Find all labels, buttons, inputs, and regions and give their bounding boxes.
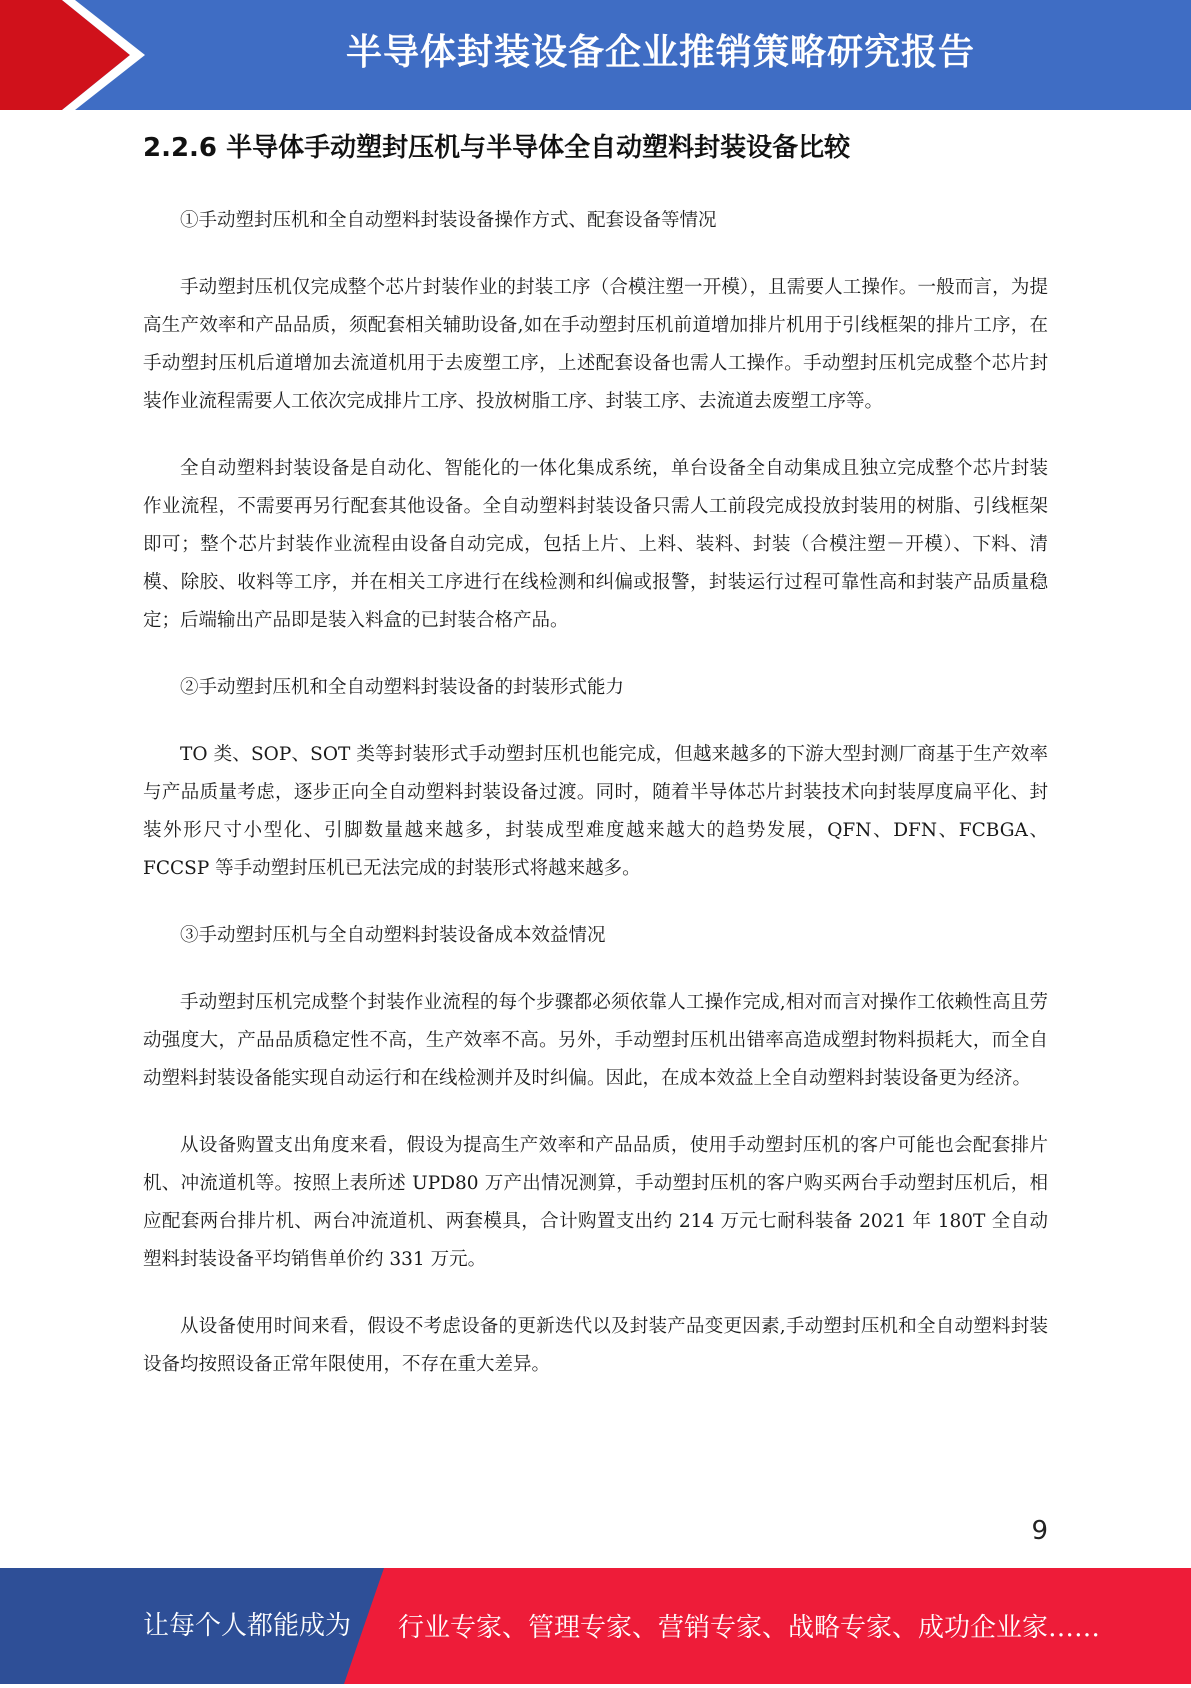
paragraph: 手动塑封压机仅完成整个芯片封装作业的封装工序（合模注塑一开模），且需要人工操作。一般而言，为提高生产效率和产品品质，须配套相关辅助设备,如在手动塑封压机前道增加排片机用于引线框架的排片工序，在手动塑封压机后道增加去流道机用于去废塑工序，上述配套设备也需人工操作。手动塑封压机完成整个芯片封装作业流程需要人工依次完成排片工序、投放树脂工序、封装工序、去流道去废塑工序等。 xyxy=(143,277,1048,412)
page-footer xyxy=(0,1568,1191,1684)
paragraph: 从设备购置支出角度来看，假设为提高生产效率和产品品质，使用手动塑封压机的客户可能也会配套排片机、冲流道机等。按照上表所述 UPD80 万产出情况测算，手动塑封压机的客户购买两台手动塑封压机后，相应配套两台排片机、两台冲流道机、两套模具，合计购置支出约 214 万元七耐科装备 2021 年 180T 全自动塑料封装设备平均销售单价约 331 万元。 xyxy=(143,1135,1048,1270)
paragraph: TO 类、SOP、SOT 类等封装形式手动塑封压机也能完成，但越来越多的下游大型封测厂商基于生产效率与产品质量考虑，逐步正向全自动塑料封装设备过渡。同时，随着半导体芯片封装技术向封装厚度扁平化、封装外形尺寸小型化、引脚数量越来越多，封装成型难度越来越大的趋势发展，QFN、DFN、FCBGA、FCCSP 等手动塑封压机已无法完成的封装形式将越来越多。 xyxy=(143,744,1048,879)
page-header xyxy=(0,0,1191,110)
footer-slogan-left: 让每个人都能成为 xyxy=(143,1611,352,1641)
subheading: ②手动塑封压机和全自动塑料封装设备的封装形式能力 xyxy=(180,677,625,698)
paragraph: 全自动塑料封装设备是自动化、智能化的一体化集成系统，单台设备全自动集成且独立完成整个芯片封装作业流程，不需要再另行配套其他设备。全自动塑料封装设备只需人工前段完成投放封装用的树脂、引线框架即可；整个芯片封装作业流程由设备自动完成，包括上片、上料、装料、封装（合模注塑－开模）、下料、清模、除胶、收料等工序，并在相关工序进行在线检测和纠偏或报警，封装运行过程可靠性高和封装产品质量稳定；后端输出产品即是装入料盒的已封装合格产品。 xyxy=(143,458,1048,631)
document-body xyxy=(143,128,1048,1413)
page-number: 9 xyxy=(1031,1516,1048,1546)
paragraph: 手动塑封压机完成整个封装作业流程的每个步骤都必须依靠人工操作完成,相对而言对操作工依赖性高且劳动强度大，产品品质稳定性不高，生产效率不高。另外，手动塑封压机出错率高造成塑封物料损耗大，而全自动塑料封装设备能实现自动运行和在线检测并及时纠偏。因此，在成本效益上全自动塑料封装设备更为经济。 xyxy=(143,992,1048,1089)
subheading: ③手动塑封压机与全自动塑料封装设备成本效益情况 xyxy=(180,925,606,946)
subheading: ①手动塑封压机和全自动塑料封装设备操作方式、配套设备等情况 xyxy=(180,210,717,231)
section-title: 2.2.6 半导体手动塑封压机与半导体全自动塑料封装设备比较 xyxy=(143,133,851,163)
paragraph: 从设备使用时间来看，假设不考虑设备的更新迭代以及封装产品变更因素,手动塑封压机和全自动塑料封装设备均按照设备正常年限使用，不存在重大差异。 xyxy=(143,1316,1048,1375)
report-title: 半导体封装设备企业推销策略研究报告 xyxy=(345,32,975,73)
chevron-arrow-icon xyxy=(0,0,150,110)
footer-slogan-right: 行业专家、管理专家、营销专家、战略专家、成功企业家…… xyxy=(398,1613,1101,1643)
